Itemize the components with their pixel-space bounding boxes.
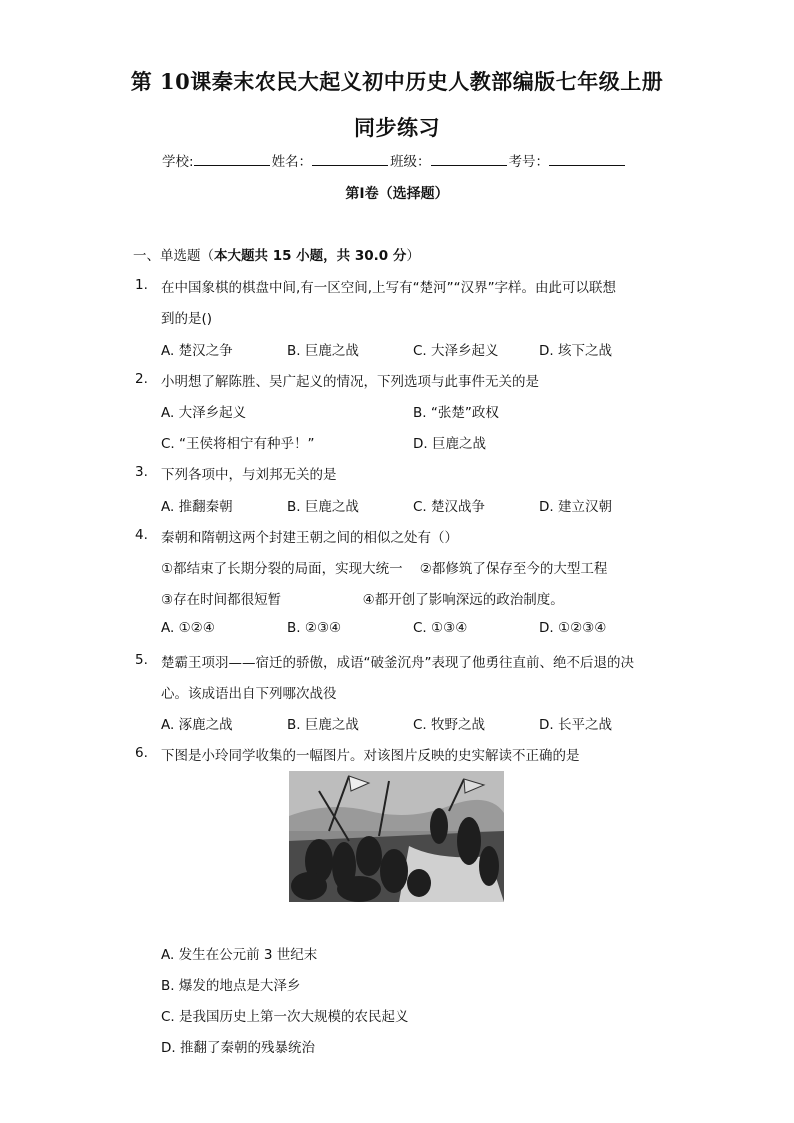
title-line-1: 第 10课秦末农民大起义初中历史人教部编版七年级上册 xyxy=(130,69,664,94)
question-text: 下列各项中，与刘邦无关的是 xyxy=(161,467,337,483)
option-a[interactable]: A. 楚汉之争 xyxy=(161,343,233,359)
option-c[interactable]: C. 楚汉战争 xyxy=(413,499,486,515)
class-label: 班级： xyxy=(390,154,431,170)
question-statement: ①都结束了长期分裂的局面，实现大统一 ②都修筑了保存至今的大型工程 xyxy=(161,561,608,577)
option-a[interactable]: A. 大泽乡起义 xyxy=(161,405,247,421)
option-d[interactable]: D. ①②③④ xyxy=(539,620,607,636)
option-b[interactable]: B. ②③④ xyxy=(287,620,342,636)
volume-heading: 第I卷（选择题） xyxy=(345,186,449,202)
question-number: 4. xyxy=(135,527,148,543)
option-a[interactable]: A. 发生在公元前 3 世纪末 xyxy=(161,947,318,963)
option-a[interactable]: A. 涿鹿之战 xyxy=(161,717,233,733)
option-b[interactable]: B. 巨鹿之战 xyxy=(287,499,359,515)
class-blank[interactable] xyxy=(431,152,507,166)
option-b[interactable]: B. 巨鹿之战 xyxy=(287,343,359,359)
question-text: 到的是() xyxy=(161,311,213,327)
option-b[interactable]: B. 巨鹿之战 xyxy=(287,717,359,733)
uprising-battle-illustration xyxy=(289,771,504,902)
option-a[interactable]: A. ①②④ xyxy=(161,620,215,636)
question-number: 3. xyxy=(135,464,148,480)
school-blank[interactable] xyxy=(194,152,270,166)
option-c[interactable]: C. 牧野之战 xyxy=(413,717,486,733)
question-number: 2. xyxy=(135,371,148,387)
question-text: 在中国象棋的棋盘中间,有一区空间,上写有“楚河”“汉界”字样。由此可以联想 xyxy=(161,280,617,296)
question-text: 心。该成语出自下列哪次战役 xyxy=(161,686,337,702)
section-heading xyxy=(133,244,420,264)
name-label: 姓名： xyxy=(271,154,313,170)
question-text: 楚霸王项羽——宿迁的骄傲，成语“破釜沉舟”表现了他勇往直前、绝不后退的决 xyxy=(161,655,634,671)
question-number: 5. xyxy=(135,652,148,668)
option-c[interactable]: C. 是我国历史上第一次大规模的农民起义 xyxy=(161,1009,409,1025)
question-text: 下图是小玲同学收集的一幅图片。对该图片反映的史实解读不正确的是 xyxy=(161,748,580,764)
option-d[interactable]: D. 巨鹿之战 xyxy=(413,436,486,452)
option-d[interactable]: D. 垓下之战 xyxy=(539,343,612,359)
question-number: 6. xyxy=(135,745,148,761)
section-heading-suffix: ） xyxy=(406,248,420,264)
title-line-2: 同步练习 xyxy=(354,115,440,140)
option-d[interactable]: D. 长平之战 xyxy=(539,717,612,733)
option-d[interactable]: D. 推翻了秦朝的残暴统治 xyxy=(161,1040,315,1056)
option-c[interactable]: C. 大泽乡起义 xyxy=(413,343,499,359)
student-info-row xyxy=(162,150,627,170)
option-b[interactable]: B. “张楚”政权 xyxy=(413,405,499,421)
option-c[interactable]: C. “王侯将相宁有种乎！” xyxy=(161,436,315,452)
school-label: 学校: xyxy=(162,154,194,170)
section-heading-bold: 本大题共 15 小题，共 30.0 分 xyxy=(214,248,407,264)
question-statement: ③存在时间都很短暂 ④都开创了影响深远的政治制度。 xyxy=(161,592,564,608)
option-a[interactable]: A. 推翻秦朝 xyxy=(161,499,233,515)
id-blank[interactable] xyxy=(549,152,625,166)
option-b[interactable]: B. 爆发的地点是大泽乡 xyxy=(161,978,301,994)
name-blank[interactable] xyxy=(312,152,388,166)
question-text: 秦朝和隋朝这两个封建王朝之间的相似之处有（） xyxy=(161,530,458,546)
option-c[interactable]: C. ①③④ xyxy=(413,620,468,636)
section-heading-prefix: 一、单选题（ xyxy=(133,248,214,264)
question-text: 小明想了解陈胜、吴广起义的情况，下列选项与此事件无关的是 xyxy=(161,374,539,390)
id-label: 考号： xyxy=(508,154,550,170)
question-number: 1. xyxy=(135,277,148,293)
option-d[interactable]: D. 建立汉朝 xyxy=(539,499,612,515)
